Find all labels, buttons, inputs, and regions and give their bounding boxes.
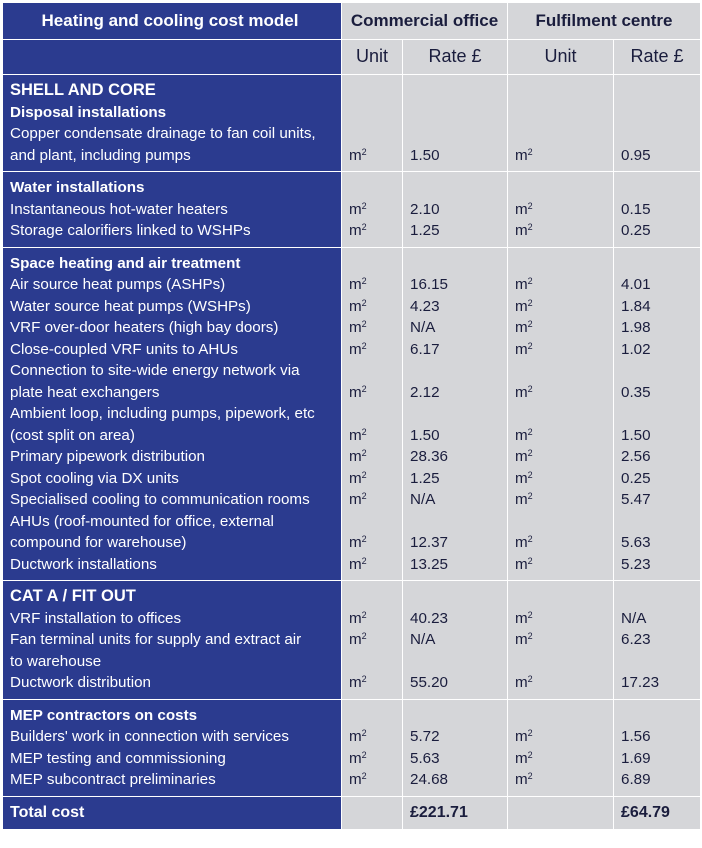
row-label: Ductwork distribution xyxy=(10,674,151,691)
unit-superscript: 2 xyxy=(361,771,367,781)
fulfil-rate-value: 5.47 xyxy=(621,491,651,508)
total-office-unit xyxy=(342,796,403,829)
unit-value: $m^2$ xyxy=(349,276,367,293)
office-rate-column xyxy=(403,581,508,700)
row-label: Instantaneous hot-water heaters xyxy=(10,200,228,218)
office-unit-column xyxy=(342,172,403,248)
fulfil-rate-value: 1.56 xyxy=(621,728,651,745)
fulfil-unit-column xyxy=(508,75,614,172)
unit-value: $m^2$ xyxy=(515,674,533,691)
fulfil-rate-header: Rate £ xyxy=(614,40,701,75)
unit-superscript: 2 xyxy=(361,200,367,211)
total-label: Total cost xyxy=(3,796,342,829)
fulfil-rate-value: 1.69 xyxy=(621,749,651,767)
row-label: plate heat exchangers xyxy=(10,383,160,401)
section-labels xyxy=(3,75,342,172)
unit-value: $m^2$ xyxy=(349,319,367,336)
unit-superscript: 2 xyxy=(527,771,533,781)
fulfil-rate-value: 1.84 xyxy=(621,297,651,315)
unit-superscript: 2 xyxy=(527,609,533,620)
row-label: Water source heat pumps (WSHPs) xyxy=(10,297,251,315)
total-office-rate: £221.71 xyxy=(403,796,508,829)
office-unit-header: Unit xyxy=(342,40,403,75)
row-label: Builders' work in connection with services xyxy=(10,728,289,745)
unit-value: $m^2$ xyxy=(349,146,367,164)
unit-value: $m^2$ xyxy=(349,534,367,551)
unit-superscript: 2 xyxy=(361,426,367,437)
unit-superscript: 2 xyxy=(527,555,533,566)
unit-value: $m^2$ xyxy=(349,609,367,627)
office-rate-value: N/A xyxy=(410,319,436,336)
section-heading: CAT A / FIT OUT xyxy=(10,587,136,605)
unit-superscript: 2 xyxy=(527,146,533,157)
unit-value: $m^2$ xyxy=(515,426,533,444)
office-unit-column xyxy=(342,75,403,172)
unit-superscript: 2 xyxy=(361,469,367,480)
unit-superscript: 2 xyxy=(361,276,367,286)
fulfil-rate-column xyxy=(614,581,701,700)
unit-superscript: 2 xyxy=(527,200,533,211)
unit-superscript: 2 xyxy=(527,426,533,437)
fulfil-unit-column xyxy=(508,581,614,700)
office-rate-value: N/A xyxy=(410,631,436,648)
section-heading: MEP contractors on costs xyxy=(10,706,198,724)
unit-superscript: 2 xyxy=(361,728,367,738)
row-label: AHUs (roof-mounted for office, external xyxy=(10,512,274,530)
unit-value: $m^2$ xyxy=(349,200,367,218)
row-label: Spot cooling via DX units xyxy=(10,469,179,487)
table-section xyxy=(3,699,701,796)
unit-superscript: 2 xyxy=(527,340,533,351)
unit-superscript: 2 xyxy=(527,383,533,394)
row-label: Fan terminal units for supply and extract air xyxy=(10,631,302,648)
row-label: (cost split on area) xyxy=(10,426,135,444)
row-label: Specialised cooling to communication rooms xyxy=(10,491,310,508)
unit-value: $m^2$ xyxy=(515,469,533,487)
unit-superscript: 2 xyxy=(527,534,533,544)
fulfil-rate-value: 0.25 xyxy=(621,469,651,487)
unit-value: $m^2$ xyxy=(515,728,533,745)
unit-value: $m^2$ xyxy=(349,222,367,239)
row-label: to warehouse xyxy=(10,652,102,670)
fulfil-rate-value: 17.23 xyxy=(621,674,660,691)
unit-value: $m^2$ xyxy=(515,534,533,551)
section-labels xyxy=(3,172,342,248)
office-rate-value: 24.68 xyxy=(410,771,449,788)
unit-superscript: 2 xyxy=(527,276,533,286)
unit-value: $m^2$ xyxy=(515,146,533,164)
office-rate-value: 40.23 xyxy=(410,609,449,627)
unit-superscript: 2 xyxy=(527,469,533,480)
row-label: Air source heat pumps (ASHPs) xyxy=(10,276,226,293)
fulfil-rate-value: 1.02 xyxy=(621,340,651,358)
unit-superscript: 2 xyxy=(361,609,367,620)
unit-superscript: 2 xyxy=(361,491,367,501)
fulfil-rate-value: 5.23 xyxy=(621,555,651,573)
fulfil-rate-value: 0.35 xyxy=(621,383,651,401)
section-heading: Space heating and air treatment xyxy=(10,254,241,272)
unit-value: $m^2$ xyxy=(515,319,533,336)
unit-superscript: 2 xyxy=(527,674,533,684)
fulfil-unit-column xyxy=(508,699,614,796)
row-label: compound for warehouse) xyxy=(10,534,187,551)
row-label: Close-coupled VRF units to AHUs xyxy=(10,340,238,358)
office-rate-column xyxy=(403,699,508,796)
fulfil-rate-column xyxy=(614,699,701,796)
table-section xyxy=(3,581,701,700)
table-section xyxy=(3,172,701,248)
unit-superscript: 2 xyxy=(361,340,367,351)
unit-value: $m^2$ xyxy=(515,609,533,627)
office-unit-column xyxy=(342,699,403,796)
unit-superscript: 2 xyxy=(361,448,367,458)
row-label: VRF installation to offices xyxy=(10,609,182,627)
office-rate-header: Rate £ xyxy=(403,40,508,75)
unit-superscript: 2 xyxy=(361,319,367,329)
fulfil-rate-column xyxy=(614,75,701,172)
table-title: Heating and cooling cost model xyxy=(3,3,342,40)
unit-superscript: 2 xyxy=(361,222,367,232)
unit-value: $m^2$ xyxy=(515,276,533,293)
section-heading: SHELL AND CORE xyxy=(10,81,156,99)
office-rate-column xyxy=(403,172,508,248)
office-rate-value: 12.37 xyxy=(410,534,449,551)
unit-superscript: 2 xyxy=(361,631,367,641)
unit-superscript: 2 xyxy=(527,749,533,760)
unit-value: $m^2$ xyxy=(515,340,533,358)
unit-value: $m^2$ xyxy=(515,631,533,648)
fulfil-rate-value: 0.15 xyxy=(621,200,651,218)
unit-value: $m^2$ xyxy=(515,448,533,465)
fulfil-unit-column xyxy=(508,172,614,248)
office-rate-column xyxy=(403,247,508,581)
office-rate-value: 5.63 xyxy=(410,749,440,767)
unit-value: $m^2$ xyxy=(349,728,367,745)
unit-superscript: 2 xyxy=(361,383,367,394)
unit-value: $m^2$ xyxy=(515,383,533,401)
unit-superscript: 2 xyxy=(527,491,533,501)
unit-value: $m^2$ xyxy=(349,491,367,508)
office-rate-value: 55.20 xyxy=(410,674,449,691)
office-rate-value: 1.25 xyxy=(410,222,440,239)
office-rate-column xyxy=(403,75,508,172)
unit-superscript: 2 xyxy=(527,222,533,232)
unit-value: $m^2$ xyxy=(349,340,367,358)
row-label: MEP subcontract preliminaries xyxy=(10,771,216,788)
unit-value: $m^2$ xyxy=(515,297,533,315)
row-label: MEP testing and commissioning xyxy=(10,749,226,767)
fulfil-rate-value: 2.56 xyxy=(621,448,651,465)
commercial-office-header: Commercial office xyxy=(342,3,508,40)
unit-superscript: 2 xyxy=(527,631,533,641)
fulfil-rate-value: 0.25 xyxy=(621,222,651,239)
total-fulfil-unit xyxy=(508,796,614,829)
office-rate-value: 4.23 xyxy=(410,297,440,315)
section-labels xyxy=(3,247,342,581)
office-rate-value: 2.10 xyxy=(410,200,440,218)
fulfil-rate-column xyxy=(614,247,701,581)
row-label: Connection to site-wide energy network via xyxy=(10,362,300,379)
table-section xyxy=(3,247,701,581)
unit-value: $m^2$ xyxy=(515,749,533,767)
office-rate-value: 6.17 xyxy=(410,340,440,358)
section-labels xyxy=(3,581,342,700)
empty-header-cell xyxy=(3,40,342,75)
fulfil-rate-value: 4.01 xyxy=(621,276,651,293)
group-heading: Disposal installations xyxy=(10,103,167,121)
office-unit-column xyxy=(342,581,403,700)
unit-value: $m^2$ xyxy=(349,749,367,767)
unit-value: $m^2$ xyxy=(349,555,367,573)
total-fulfil-rate: £64.79 xyxy=(614,796,701,829)
office-rate-value: 16.15 xyxy=(410,276,449,293)
office-rate-value: N/A xyxy=(410,491,436,508)
unit-superscript: 2 xyxy=(361,297,367,308)
fulfil-rate-value: 1.50 xyxy=(621,426,651,444)
unit-value: $m^2$ xyxy=(349,631,367,648)
unit-value: $m^2$ xyxy=(515,771,533,788)
section-heading: Water installations xyxy=(10,179,145,196)
row-label: Copper condensate drainage to fan coil units, xyxy=(10,125,316,142)
row-label: Ductwork installations xyxy=(10,555,157,573)
unit-superscript: 2 xyxy=(361,749,367,760)
unit-value: $m^2$ xyxy=(349,297,367,315)
office-rate-value: 1.50 xyxy=(410,426,440,444)
office-rate-value: 2.12 xyxy=(410,383,440,401)
fulfil-rate-value: 6.89 xyxy=(621,771,651,788)
unit-superscript: 2 xyxy=(527,319,533,329)
office-unit-column xyxy=(342,247,403,581)
section-labels xyxy=(3,699,342,796)
unit-superscript: 2 xyxy=(361,146,367,157)
row-label: and plant, including pumps xyxy=(10,146,191,164)
cost-model-table xyxy=(2,2,700,830)
row-label: Storage calorifiers linked to WSHPs xyxy=(10,222,251,239)
fulfil-rate-value: 6.23 xyxy=(621,631,651,648)
fulfil-rate-value: 5.63 xyxy=(621,534,651,551)
fulfil-rate-value: 0.95 xyxy=(621,146,651,164)
unit-superscript: 2 xyxy=(527,448,533,458)
unit-superscript: 2 xyxy=(361,674,367,684)
fulfilment-centre-header: Fulfilment centre xyxy=(508,3,701,40)
unit-value: $m^2$ xyxy=(515,555,533,573)
fulfil-rate-value: 1.98 xyxy=(621,319,651,336)
fulfil-rate-value: N/A xyxy=(621,609,647,627)
office-rate-value: 28.36 xyxy=(410,448,449,465)
unit-value: $m^2$ xyxy=(515,222,533,239)
row-label: Primary pipework distribution xyxy=(10,448,205,465)
unit-superscript: 2 xyxy=(361,534,367,544)
unit-value: $m^2$ xyxy=(349,469,367,487)
office-rate-value: 5.72 xyxy=(410,728,440,745)
row-label: VRF over-door heaters (high bay doors) xyxy=(10,319,279,336)
fulfil-unit-column xyxy=(508,247,614,581)
fulfil-unit-header: Unit xyxy=(508,40,614,75)
unit-superscript: 2 xyxy=(527,728,533,738)
unit-value: $m^2$ xyxy=(515,200,533,218)
office-rate-value: 1.25 xyxy=(410,469,440,487)
unit-value: $m^2$ xyxy=(349,448,367,465)
unit-superscript: 2 xyxy=(527,297,533,308)
office-rate-value: 1.50 xyxy=(410,146,440,164)
unit-value: $m^2$ xyxy=(349,383,367,401)
fulfil-rate-column xyxy=(614,172,701,248)
unit-superscript: 2 xyxy=(361,555,367,566)
table-section xyxy=(3,75,701,172)
unit-value: $m^2$ xyxy=(349,771,367,788)
office-rate-value: 13.25 xyxy=(410,555,449,573)
unit-value: $m^2$ xyxy=(349,674,367,691)
unit-value: $m^2$ xyxy=(349,426,367,444)
row-label: Ambient loop, including pumps, pipework, etc xyxy=(10,405,315,422)
unit-value: $m^2$ xyxy=(515,491,533,508)
